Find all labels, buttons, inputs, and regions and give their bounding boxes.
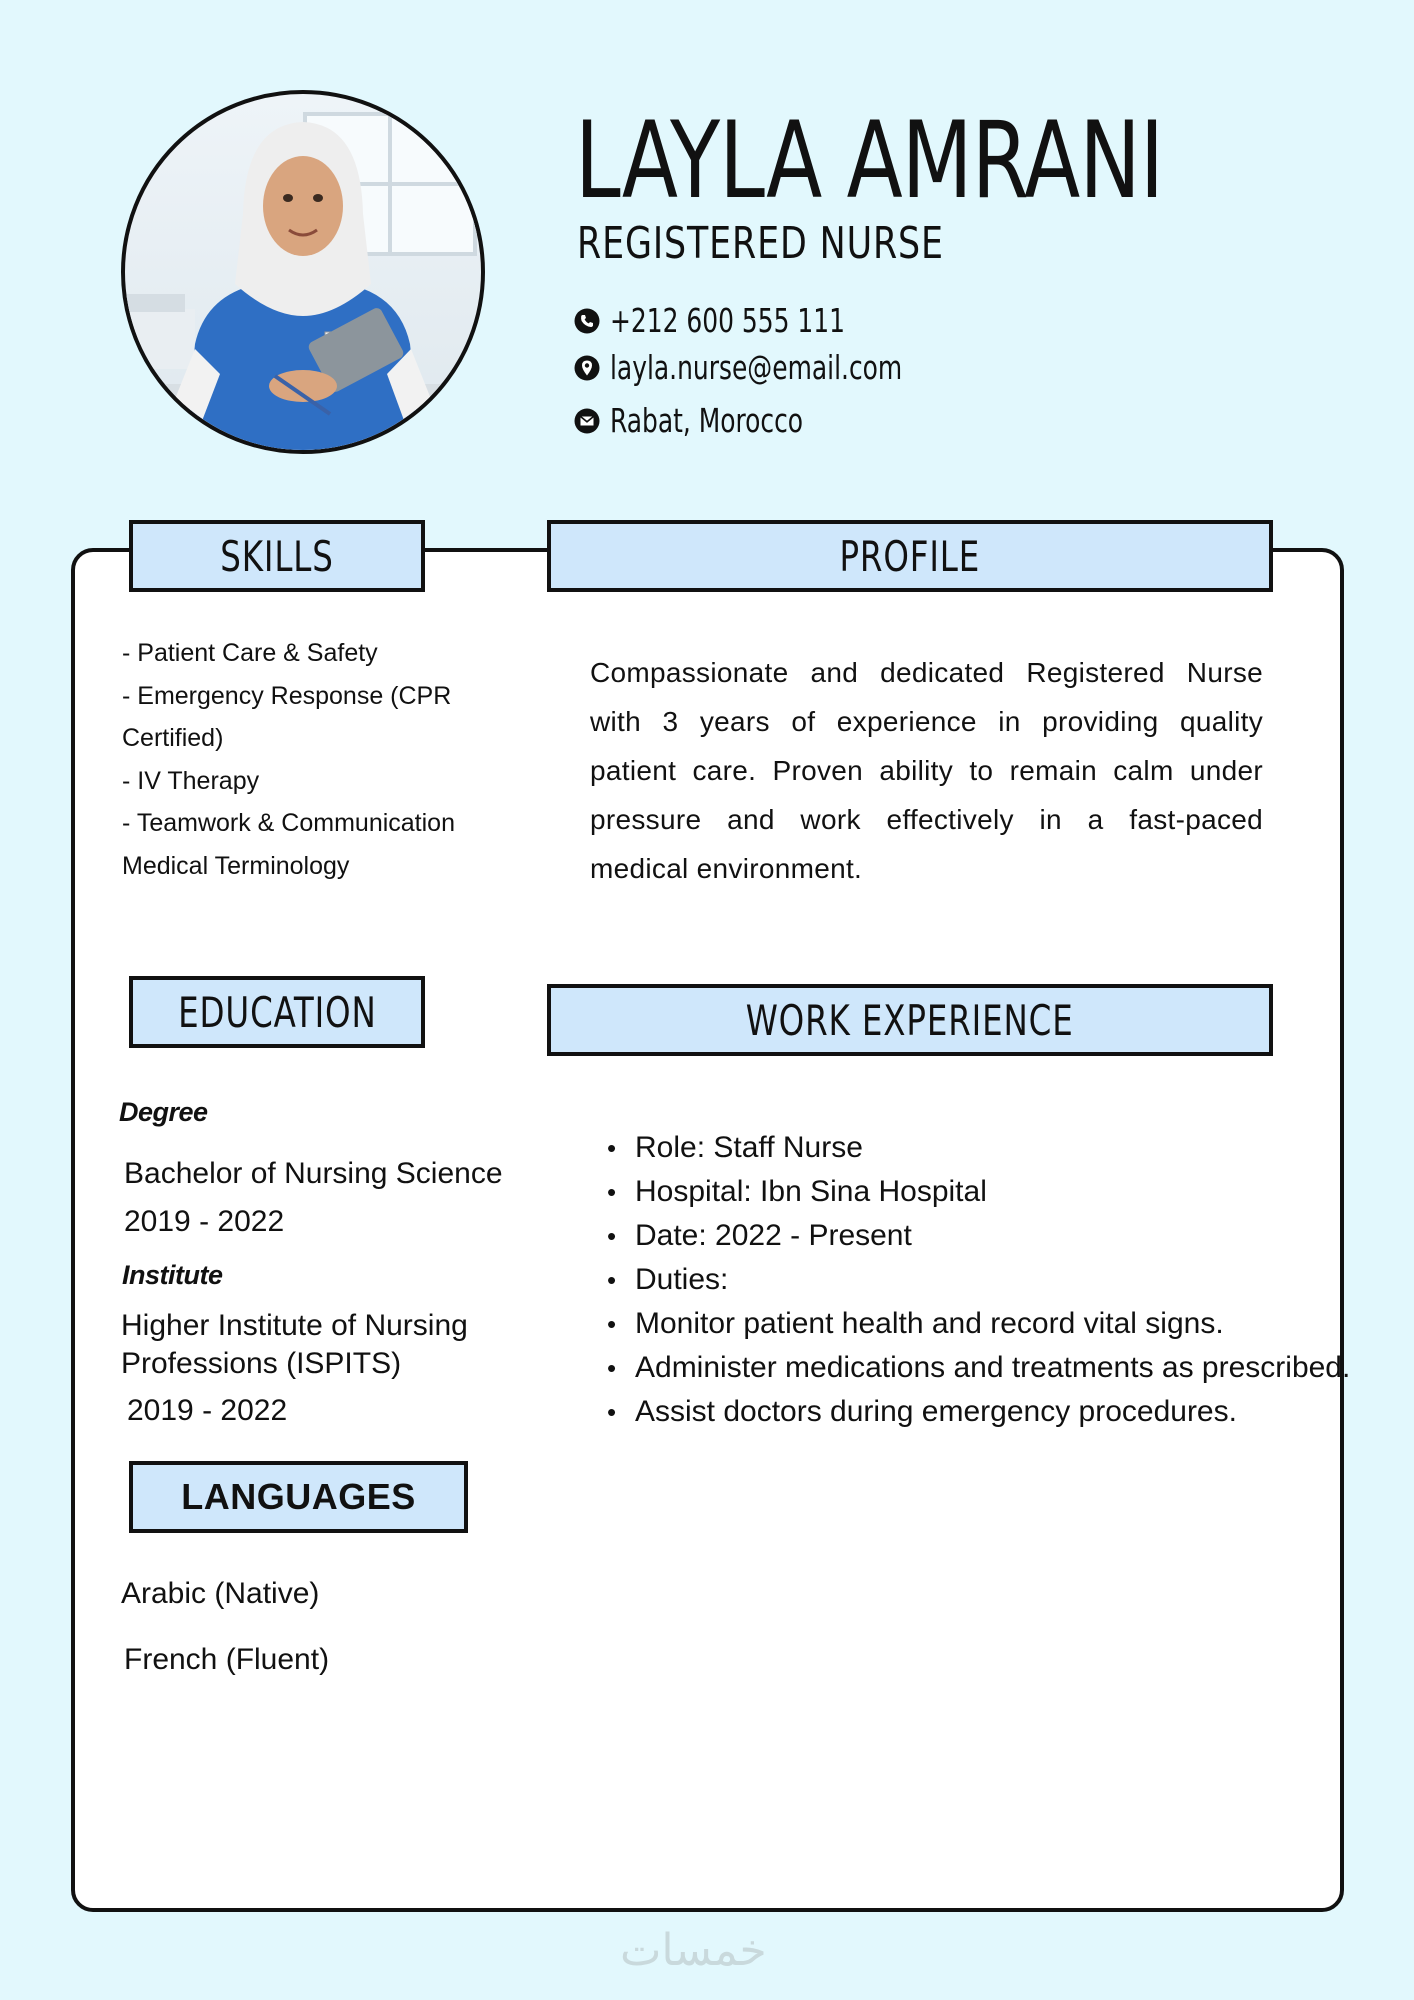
job-title: REGISTERED NURSE: [577, 218, 944, 269]
profile-summary: Compassionate and dedicated Registered Nurse with 3 years of experience in providing quality patient care. Proven ability to remain calm under pressure and work effectively in a fast-paced medical environment.: [590, 657, 1263, 884]
profile-photo: [121, 90, 485, 454]
email-text: layla.nurse@email.com: [610, 348, 903, 387]
skills-heading: SKILLS: [129, 520, 425, 592]
contact-phone: [574, 301, 890, 340]
languages-heading: LANGUAGES: [129, 1461, 468, 1533]
list-item: • Administer medications and treatments as prescribed.: [607, 1346, 1350, 1390]
institute-years: 2019 - 2022: [127, 1394, 288, 1427]
institute-name-line2: Professions (ISPITS): [121, 1347, 402, 1380]
contact-email: [574, 348, 958, 387]
skills-list: [122, 632, 492, 887]
list-item: • Hospital: Ibn Sina Hospital: [607, 1170, 1350, 1214]
list-item: Medical Terminology: [122, 851, 350, 880]
list-item: • Date: 2022 - Present: [607, 1214, 1350, 1258]
degree-years: 2019 - 2022: [124, 1205, 285, 1238]
nurse-portrait-illustration: [125, 94, 481, 450]
profile-heading: PROFILE: [547, 520, 1273, 592]
candidate-name: LAYLA AMRANI: [575, 99, 1164, 222]
location-pin-icon: [574, 355, 600, 381]
education-heading: EDUCATION: [129, 976, 425, 1048]
watermark-logo: خمسات: [620, 1925, 767, 1976]
phone-icon: [574, 308, 600, 334]
phone-text: +212 600 555 111: [610, 301, 846, 340]
email-icon: [574, 408, 600, 434]
degree-name: Bachelor of Nursing Science: [124, 1157, 503, 1190]
degree-label: Degree: [119, 1097, 208, 1127]
institute-label: Institute: [122, 1260, 223, 1290]
list-item: - Teamwork & Communication: [122, 809, 455, 837]
list-item: - IV Therapy: [122, 766, 260, 795]
institute-name-line1: Higher Institute of Nursing: [121, 1309, 468, 1342]
list-item: • Duties:: [607, 1258, 1350, 1302]
list-item: • Assist doctors during emergency procedures.: [607, 1390, 1350, 1434]
list-item: • Role: Staff Nurse: [607, 1126, 1350, 1170]
work-experience-list: [607, 1126, 1350, 1434]
contact-location: [574, 401, 840, 440]
language-item: Arabic (Native): [121, 1577, 320, 1610]
location-text: Rabat, Morocco: [610, 401, 804, 440]
list-item: • Monitor patient health and record vital signs.: [607, 1302, 1350, 1346]
list-item: - Emergency Response (CPR Certified): [122, 681, 452, 752]
list-item: - Patient Care & Safety: [122, 639, 378, 667]
work-experience-heading: WORK EXPERIENCE: [547, 984, 1273, 1056]
language-item: French (Fluent): [124, 1643, 330, 1676]
